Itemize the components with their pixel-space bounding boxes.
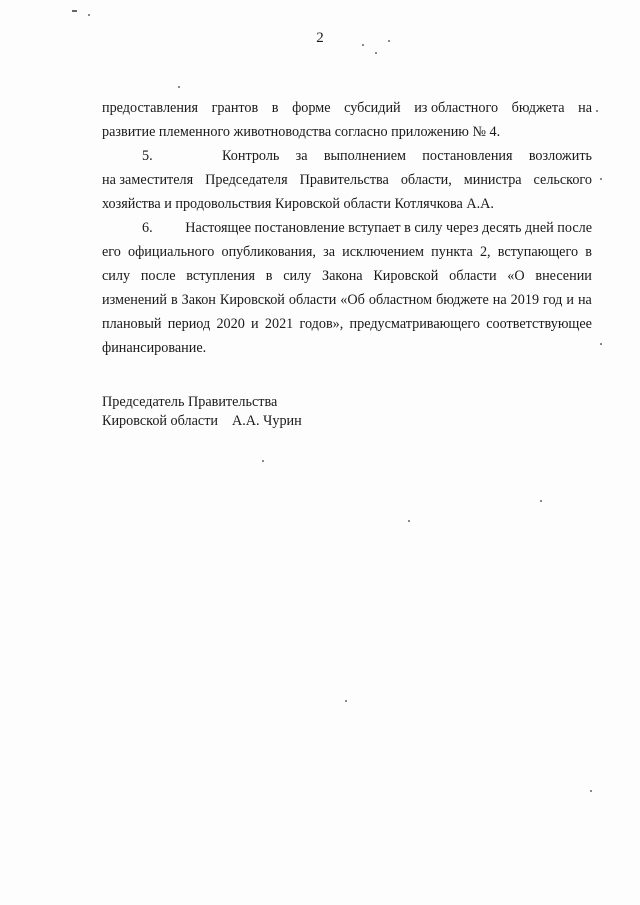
continuation-line-1 [102,96,592,120]
paragraph-5-line-2-word: министра [463,172,522,188]
scan-speck [262,460,264,462]
paragraph-5-line-2-word: на заместителя [102,172,194,188]
paragraph-6-line-4-word: и [566,292,574,308]
paragraph-6-line-3-word: «О [507,268,525,284]
paragraph-6-line-1 [102,216,592,240]
paragraph-5-line-2-word: области, [400,172,452,188]
paragraph-6-line-4-word: областном [368,292,433,308]
paragraph-5-line-2-word: Председателя [205,172,288,188]
paragraph-6-line-4-word: области [288,292,337,308]
scan-speck [178,86,180,88]
paragraph-5-line-1-word: Контроль [222,148,280,164]
paragraph-6-line-3-word: после [140,268,176,284]
signature-region-line [102,412,302,431]
paragraph-6-line-3-word: внесении [535,268,592,284]
paragraph-6-line-5-word: 2020 [216,316,245,332]
paragraph-6-line-4-word: год [543,292,563,308]
scan-speck [600,178,602,180]
paragraph-5-line-2 [102,168,592,192]
continuation-line-1-word: форме [292,100,331,116]
scan-speck [345,700,347,702]
continuation-line-1-word: в [271,100,279,116]
paragraph-5-line-2-word: сельского [533,172,592,188]
paragraph-6-line-2-word: в [585,244,592,260]
scan-speck [600,343,602,345]
paragraph-6-line-3-word: силу [102,268,131,284]
paragraph-6-line-2-word: исключением [342,244,424,260]
continuation-line-1-word: грантов [211,100,259,116]
paragraph-6-line-3-word: вступления [186,268,255,284]
continuation-line-1-word: из областного [414,100,499,116]
paragraph-6-line-4-word: Закон [181,292,216,308]
paragraph-5-line-1-word: постановления [422,148,513,164]
paragraph-6-line-2-word: за [323,244,335,260]
paragraph-6-line-4 [102,288,592,312]
paragraph-6-line-3-word: силу [283,268,312,284]
paragraph-6-line-5-word: предусматривающего [349,316,480,332]
paragraph-6-line-4-word: в [170,292,178,308]
document-body [102,96,592,360]
paragraph-5-number: 5. [142,148,153,164]
paragraph-5-line-2-word: Правительства [299,172,389,188]
paragraph-6-line-2-word: пункта [431,244,473,260]
paragraph-6-line-4-word: на [492,292,507,308]
paragraph-6-line-3-word: Кировской [373,268,439,284]
paragraph-6-line-6: финансирование. [102,340,207,356]
signature-name: А.А. Чурин [232,413,302,429]
paragraph-6-line-4-word: «Об [340,292,365,308]
paragraph-6-line-5-word: период [167,316,211,332]
paragraph-6-line-2-word: 2, [479,244,491,260]
paragraph-5-line-1-text [222,144,592,168]
scan-speck [408,520,410,522]
paragraph-6-line-4-word: бюджете [436,292,489,308]
continuation-line-1-word: на [578,100,592,116]
paragraph-6-line-5 [102,312,592,336]
continuation-line-1-word: субсидий [344,100,401,116]
paragraph-6-line-4-word: 2019 [510,292,540,308]
paragraph-6-line-5-word: годов», [299,316,344,332]
signature-region: Кировской области [102,413,218,429]
paragraph-5-line-3: хозяйства и продовольствия Кировской области Котлячкова А.А. [102,196,494,212]
paragraph-6-line-3 [102,264,592,288]
paragraph-6-line-2 [102,240,592,264]
scan-speck [596,110,598,112]
page-number: 2 [316,30,324,46]
scan-speck [590,790,592,792]
paragraph-5-line-1 [102,144,592,168]
paragraph-6-line-5-word: соответствующее [486,316,592,332]
signature-block [102,393,302,431]
paragraph-6-line-1-text: Настоящее постановление вступает в силу через десять дней после [185,220,592,236]
paragraph-6-line-2-word: вступающего [497,244,579,260]
scan-speck [362,44,364,46]
paragraph-6-line-4-word: Кировской [219,292,285,308]
scan-speck [72,10,77,12]
paragraph-6-line-5-word: плановый [102,316,162,332]
paragraph-6-number: 6. [142,220,153,236]
continuation-line-1-word: бюджета [511,100,565,116]
scan-speck [375,52,377,54]
paragraph-6-line-3-word: Закона [322,268,363,284]
paragraph-6-line-5-word: и [251,316,259,332]
continuation-line-1-word: предоставления [102,100,199,116]
paragraph-6-line-3-word: в [265,268,273,284]
paragraph-6-line-4-word: на [577,292,592,308]
continuation-line-2: развитие племенного животноводства согласно приложению № 4. [102,124,501,140]
signature-title: Председатель Правительства [102,394,278,410]
paragraph-6-line-2-word: официального [128,244,215,260]
scan-speck [388,40,390,42]
paragraph-5-line-1-word: возложить [528,148,592,164]
paragraph-6-line-2-word: его [102,244,121,260]
paragraph-5-line-1-word: за [295,148,308,164]
paragraph-6-line-2-word: опубликования, [221,244,316,260]
scan-speck [88,14,90,16]
paragraph-6-line-4-word: изменений [102,292,167,308]
scan-speck [540,500,542,502]
paragraph-5-line-1-word: выполнением [323,148,406,164]
paragraph-6-line-5-word: 2021 [264,316,294,332]
paragraph-6-line-3-word: области [449,268,497,284]
